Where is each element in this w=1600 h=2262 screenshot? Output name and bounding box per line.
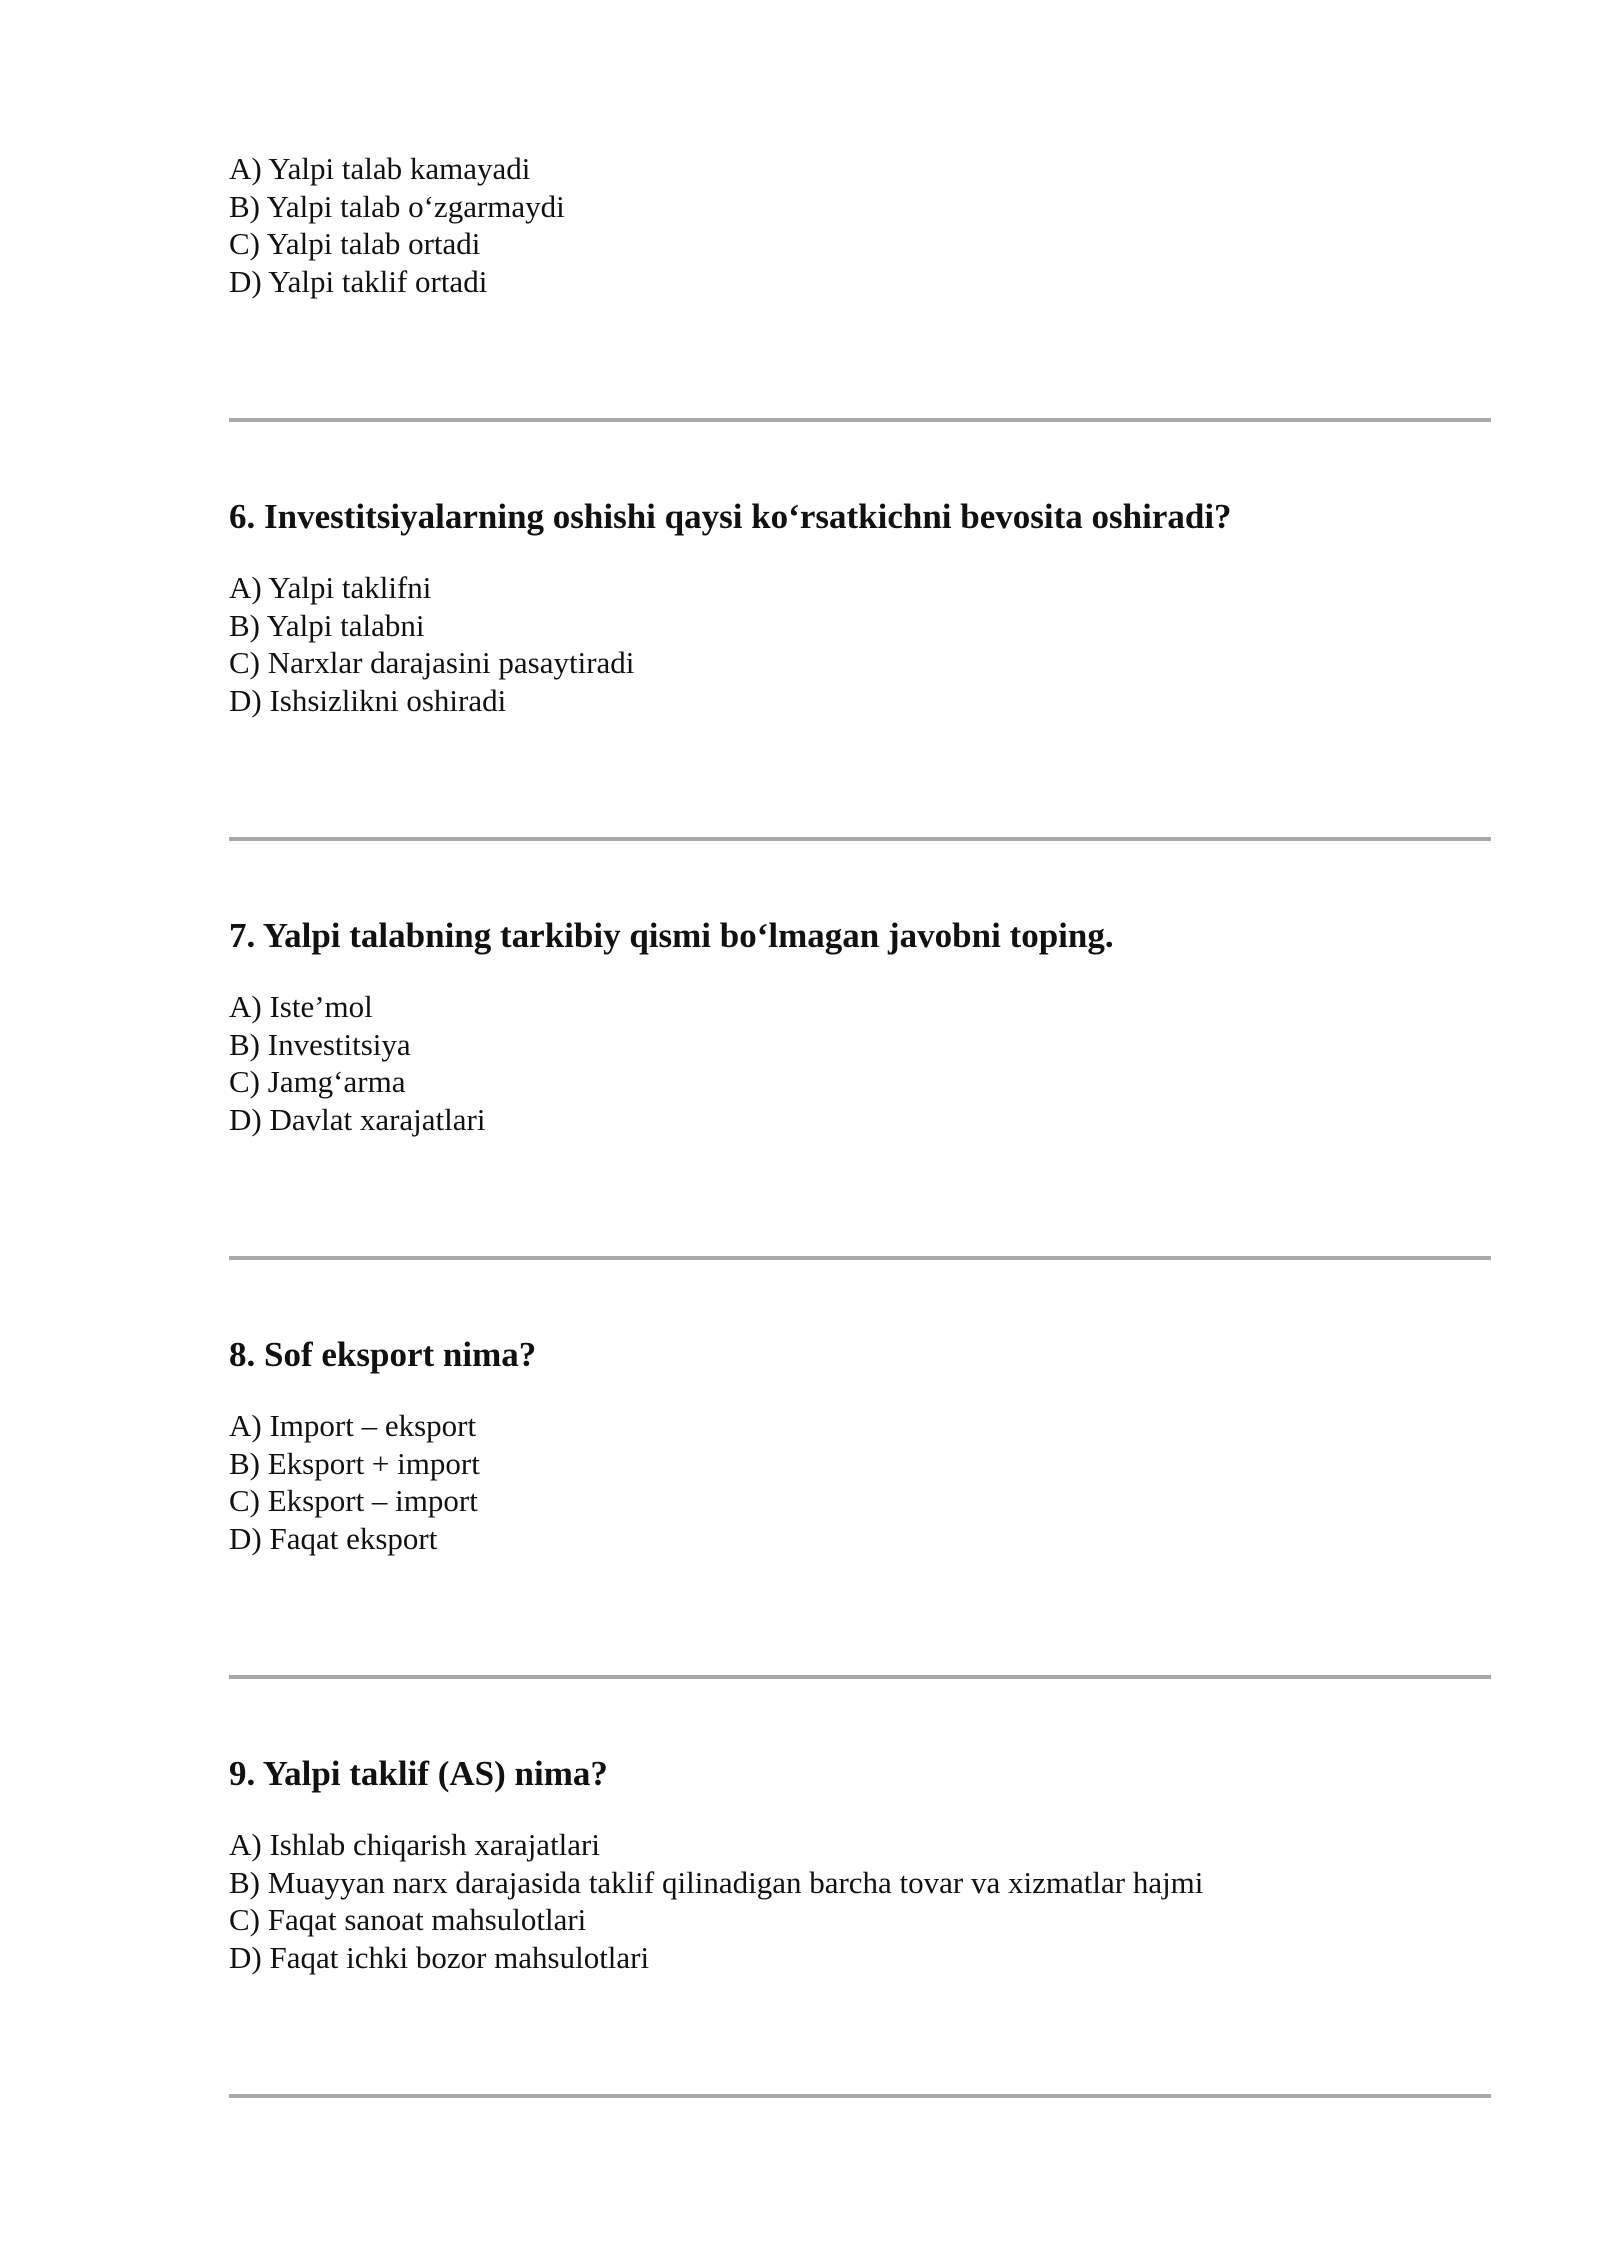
question-9 bbox=[229, 1753, 1491, 1976]
question-options bbox=[229, 569, 1491, 719]
option-c: C) Faqat sanoat mahsulotlari bbox=[229, 1902, 587, 1937]
divider bbox=[229, 2094, 1491, 2098]
option-a: A) Yalpi taklifni bbox=[229, 570, 432, 605]
question-title: 6. Investitsiyalarning oshishi qaysi ko‘rsatkichni bevosita oshiradi? bbox=[229, 497, 1232, 536]
option-d: D) Faqat eksport bbox=[229, 1520, 438, 1556]
prev-question-options bbox=[229, 150, 1491, 300]
question-7 bbox=[229, 915, 1491, 1138]
option-a: A) Import – eksport bbox=[229, 1408, 477, 1443]
question-options bbox=[229, 1407, 1491, 1557]
question-6 bbox=[229, 496, 1491, 719]
option-b: B) Yalpi talabni bbox=[229, 607, 425, 643]
option-c: C) Narxlar darajasini pasaytiradi bbox=[229, 645, 635, 680]
option-d: D) Ishsizlikni oshiradi bbox=[229, 682, 507, 718]
option-d: D) Davlat xarajatlari bbox=[229, 1101, 486, 1137]
question-title: 8. Sof eksport nima? bbox=[229, 1335, 537, 1374]
option-b: B) Muayyan narx darajasida taklif qilinadigan barcha tovar va xizmatlar hajmi bbox=[229, 1864, 1204, 1900]
option-c: C) Jamg‘arma bbox=[229, 1064, 406, 1099]
option-b: B) Investitsiya bbox=[229, 1026, 411, 1062]
option-a: A) Ishlab chiqarish xarajatlari bbox=[229, 1827, 600, 1862]
quiz-page bbox=[229, 150, 1491, 2098]
option-d: D) Yalpi taklif ortadi bbox=[229, 263, 488, 299]
option-c: C) Yalpi talab ortadi bbox=[229, 226, 481, 261]
option-a: A) Yalpi talab kamayadi bbox=[229, 151, 531, 186]
option-c: C) Eksport – import bbox=[229, 1483, 478, 1518]
question-title: 7. Yalpi talabning tarkibiy qismi bo‘lmagan javobni toping. bbox=[229, 916, 1114, 955]
question-options bbox=[229, 1826, 1491, 1976]
question-title: 9. Yalpi taklif (AS) nima? bbox=[229, 1754, 608, 1793]
option-d: D) Faqat ichki bozor mahsulotlari bbox=[229, 1939, 650, 1975]
option-a: A) Iste’mol bbox=[229, 989, 373, 1024]
question-options bbox=[229, 988, 1491, 1138]
question-8 bbox=[229, 1334, 1491, 1557]
option-b: B) Eksport + import bbox=[229, 1445, 480, 1481]
option-b: B) Yalpi talab o‘zgarmaydi bbox=[229, 188, 565, 224]
